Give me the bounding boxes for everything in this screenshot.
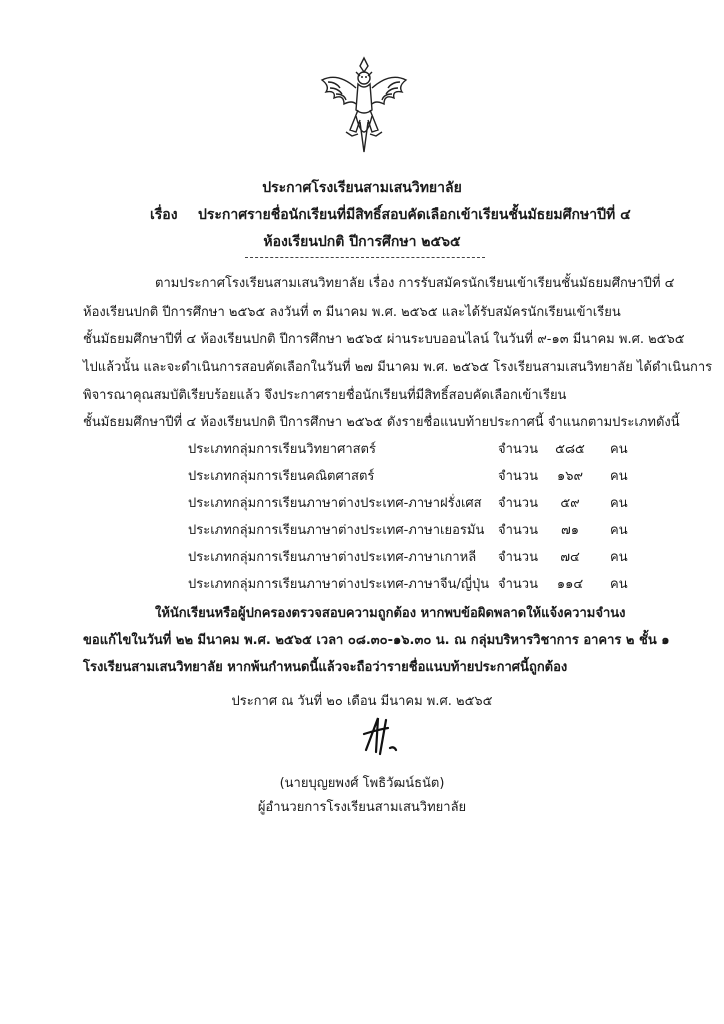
date-line: ประกาศ ณ วันที่ ๒๐ เดือน มีนาคม พ.ศ. ๒๕๖๕: [231, 694, 493, 709]
subject-text: ประกาศรายชื่อนักเรียนที่มีสิทธิ์สอบคัดเลือกเข้าเรียนชั้นมัธยมศึกษาปีที่ ๔: [198, 207, 631, 223]
unit-label: คน: [610, 577, 628, 592]
body-line: ไปแล้วนั้น และจะดำเนินการสอบคัดเลือกในวันที่ ๒๗ มีนาคม พ.ศ. ๒๕๖๕ โรงเรียนสามเสนวิทยาลัย ได้ดำเนินการ: [83, 360, 713, 375]
unit-label: คน: [610, 442, 628, 457]
count-label: จำนวน: [498, 577, 538, 592]
category-name: ประเภทกลุ่มการเรียนคณิตศาสตร์: [188, 469, 375, 484]
subject-label: เรื่อง: [150, 207, 178, 223]
notice-line: ขอแก้ไขในวันที่ ๒๒ มีนาคม พ.ศ. ๒๕๖๕ เวลา ๐๘.๓๐-๑๖.๓๐ น. ณ กลุ่มบริหารวิชาการ อาคาร ๒ ชั้น ๑: [83, 633, 670, 648]
count-label: จำนวน: [498, 469, 538, 484]
unit-label: คน: [610, 496, 628, 511]
signer-position: ผู้อำนวยการโรงเรียนสามเสนวิทยาลัย: [257, 800, 467, 815]
count-label: จำนวน: [498, 523, 538, 538]
subject-line: [150, 204, 631, 226]
body-line: พิจารณาคุณสมบัติเรียบร้อยแล้ว จึงประกาศรายชื่อนักเรียนที่มีสิทธิ์สอบคัดเลือกเข้าเรียน: [83, 388, 567, 403]
count-value: ๕๘๕: [555, 442, 585, 457]
unit-label: คน: [610, 550, 628, 565]
signer-name: (นายบุญยพงศ์ โพธิวัฒน์ธนัต): [279, 776, 445, 791]
body-line: ชั้นมัธยมศึกษาปีที่ ๔ ห้องเรียนปกติ ปีการศึกษา ๒๕๖๕ ดังรายชื่อแนบท้ายประกาศนี้ จำแนกตามประเภทดังนี้: [83, 415, 680, 430]
category-name: ประเภทกลุ่มการเรียนภาษาต่างประเทศ-ภาษาเยอรมัน: [188, 523, 485, 538]
count-value: ๗๔: [560, 550, 580, 565]
notice-line: ให้นักเรียนหรือผู้ปกครองตรวจสอบความถูกต้อง หากพบข้อผิดพลาดให้แจ้งความจำนง: [155, 606, 626, 621]
unit-label: คน: [610, 469, 628, 484]
garuda-emblem-icon: [316, 52, 412, 156]
unit-label: คน: [610, 523, 628, 538]
body-line: ชั้นมัธยมศึกษาปีที่ ๔ ห้องเรียนปกติ ปีการศึกษา ๒๕๖๕ ผ่านระบบออนไลน์ ในวันที่ ๙-๑๓ มีนาคม พ.ศ. ๒๕๖๕: [83, 332, 685, 347]
body-line: ห้องเรียนปกติ ปีการศึกษา ๒๕๖๕ ลงวันที่ ๓ มีนาคม พ.ศ. ๒๕๖๕ และได้รับสมัครนักเรียนเข้าเรียน: [83, 305, 621, 320]
count-value: ๕๙: [560, 496, 580, 511]
category-name: ประเภทกลุ่มการเรียนภาษาต่างประเทศ-ภาษาจีน/ญี่ปุ่น: [188, 577, 490, 592]
category-name: ประเภทกลุ่มการเรียนภาษาต่างประเทศ-ภาษาฝรั่งเศส: [188, 496, 482, 511]
notice-line: โรงเรียนสามเสนวิทยาลัย หากพ้นกำหนดนี้แล้วจะถือว่ารายชื่อแนบท้ายประกาศนี้ถูกต้อง: [83, 660, 568, 675]
count-label: จำนวน: [498, 550, 538, 565]
subject-line-2: ห้องเรียนปกติ ปีการศึกษา ๒๕๖๕: [263, 234, 461, 250]
divider: [245, 257, 485, 258]
count-label: จำนวน: [498, 496, 538, 511]
count-label: จำนวน: [498, 442, 538, 457]
announcement-title: ประกาศโรงเรียนสามเสนวิทยาลัย: [262, 180, 462, 196]
body-line: ตามประกาศโรงเรียนสามเสนวิทยาลัย เรื่อง การรับสมัครนักเรียนเข้าเรียนชั้นมัธยมศึกษาปีที่ ๔: [155, 276, 675, 291]
count-value: ๑๖๙: [556, 469, 584, 484]
count-value: ๗๑: [560, 523, 580, 538]
signature-icon: [356, 712, 406, 762]
category-name: ประเภทกลุ่มการเรียนภาษาต่างประเทศ-ภาษาเกาหลี: [188, 550, 477, 565]
category-name: ประเภทกลุ่มการเรียนวิทยาศาสตร์: [188, 442, 376, 457]
count-value: ๑๑๔: [556, 577, 584, 592]
